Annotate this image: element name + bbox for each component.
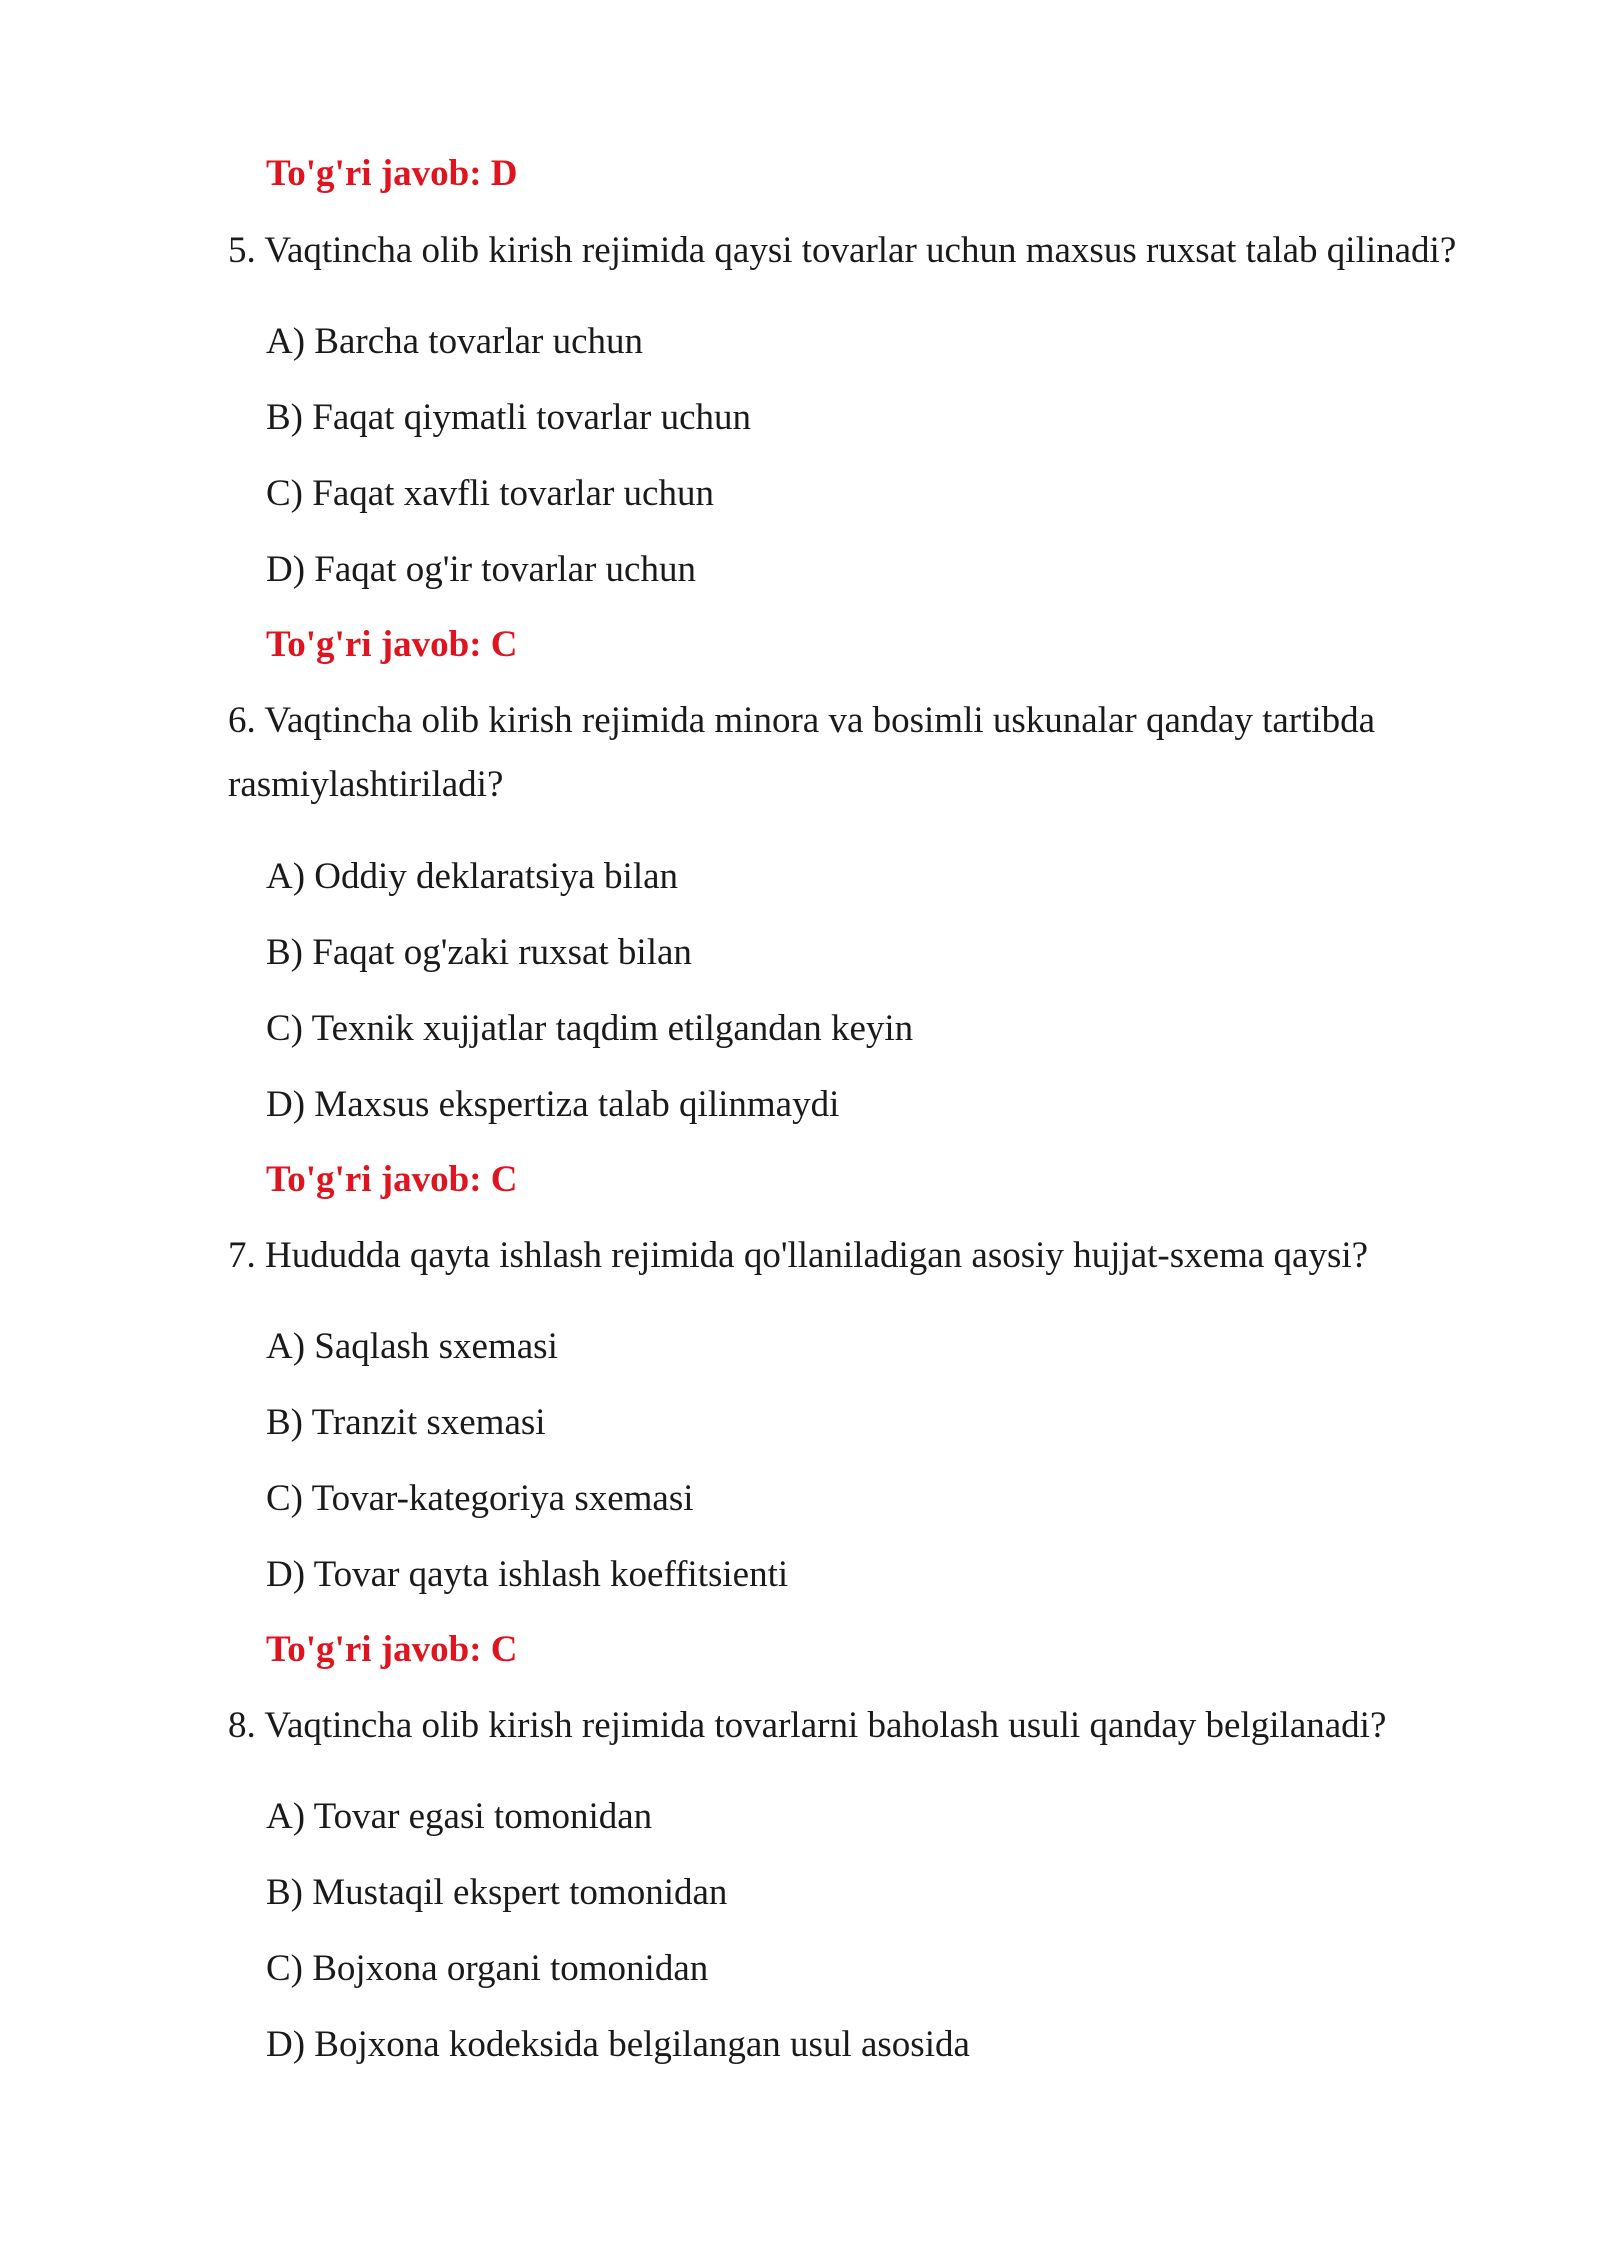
- option-a: A) Barcha tovarlar uchun: [266, 321, 644, 362]
- answer-label: To'g'ri javob: C: [266, 624, 518, 665]
- answer-label: To'g'ri javob: C: [266, 1629, 518, 1670]
- option-c: C) Faqat xavfli tovarlar uchun: [266, 473, 714, 514]
- option-d: D) Maxsus ekspertiza talab qilinmaydi: [266, 1084, 840, 1125]
- question-text-continued: rasmiylashtiriladi?: [228, 764, 504, 805]
- answer-label: To'g'ri javob: C: [266, 1159, 518, 1200]
- option-a: A) Oddiy deklaratsiya bilan: [266, 856, 679, 897]
- question-text: 5. Vaqtincha olib kirish rejimida qaysi tovarlar uchun maxsus ruxsat talab qilinadi?: [228, 230, 1457, 271]
- option-b: B) Faqat qiymatli tovarlar uchun: [266, 397, 751, 438]
- option-c: C) Bojxona organi tomonidan: [266, 1948, 709, 1989]
- answer-label: To'g'ri javob: D: [266, 153, 518, 194]
- question-text: 6. Vaqtincha olib kirish rejimida minora va bosimli uskunalar qanday tartibda: [228, 700, 1376, 741]
- option-b: B) Tranzit sxemasi: [266, 1402, 546, 1443]
- option-b: B) Mustaqil ekspert tomonidan: [266, 1872, 728, 1913]
- question-text: 8. Vaqtincha olib kirish rejimida tovarlarni baholash usuli qanday belgilanadi?: [228, 1705, 1387, 1746]
- option-d: D) Tovar qayta ishlash koeffitsienti: [266, 1554, 789, 1595]
- option-c: C) Texnik xujjatlar taqdim etilgandan keyin: [266, 1008, 914, 1049]
- option-b: B) Faqat og'zaki ruxsat bilan: [266, 932, 692, 973]
- question-text: 7. Hududda qayta ishlash rejimida qo'llaniladigan asosiy hujjat-sxema qaysi?: [228, 1235, 1369, 1276]
- option-a: A) Tovar egasi tomonidan: [266, 1796, 653, 1837]
- option-d: D) Faqat og'ir tovarlar uchun: [266, 549, 696, 590]
- option-c: C) Tovar-kategoriya sxemasi: [266, 1478, 694, 1519]
- option-d: D) Bojxona kodeksida belgilangan usul asosida: [266, 2024, 970, 2065]
- option-a: A) Saqlash sxemasi: [266, 1326, 558, 1367]
